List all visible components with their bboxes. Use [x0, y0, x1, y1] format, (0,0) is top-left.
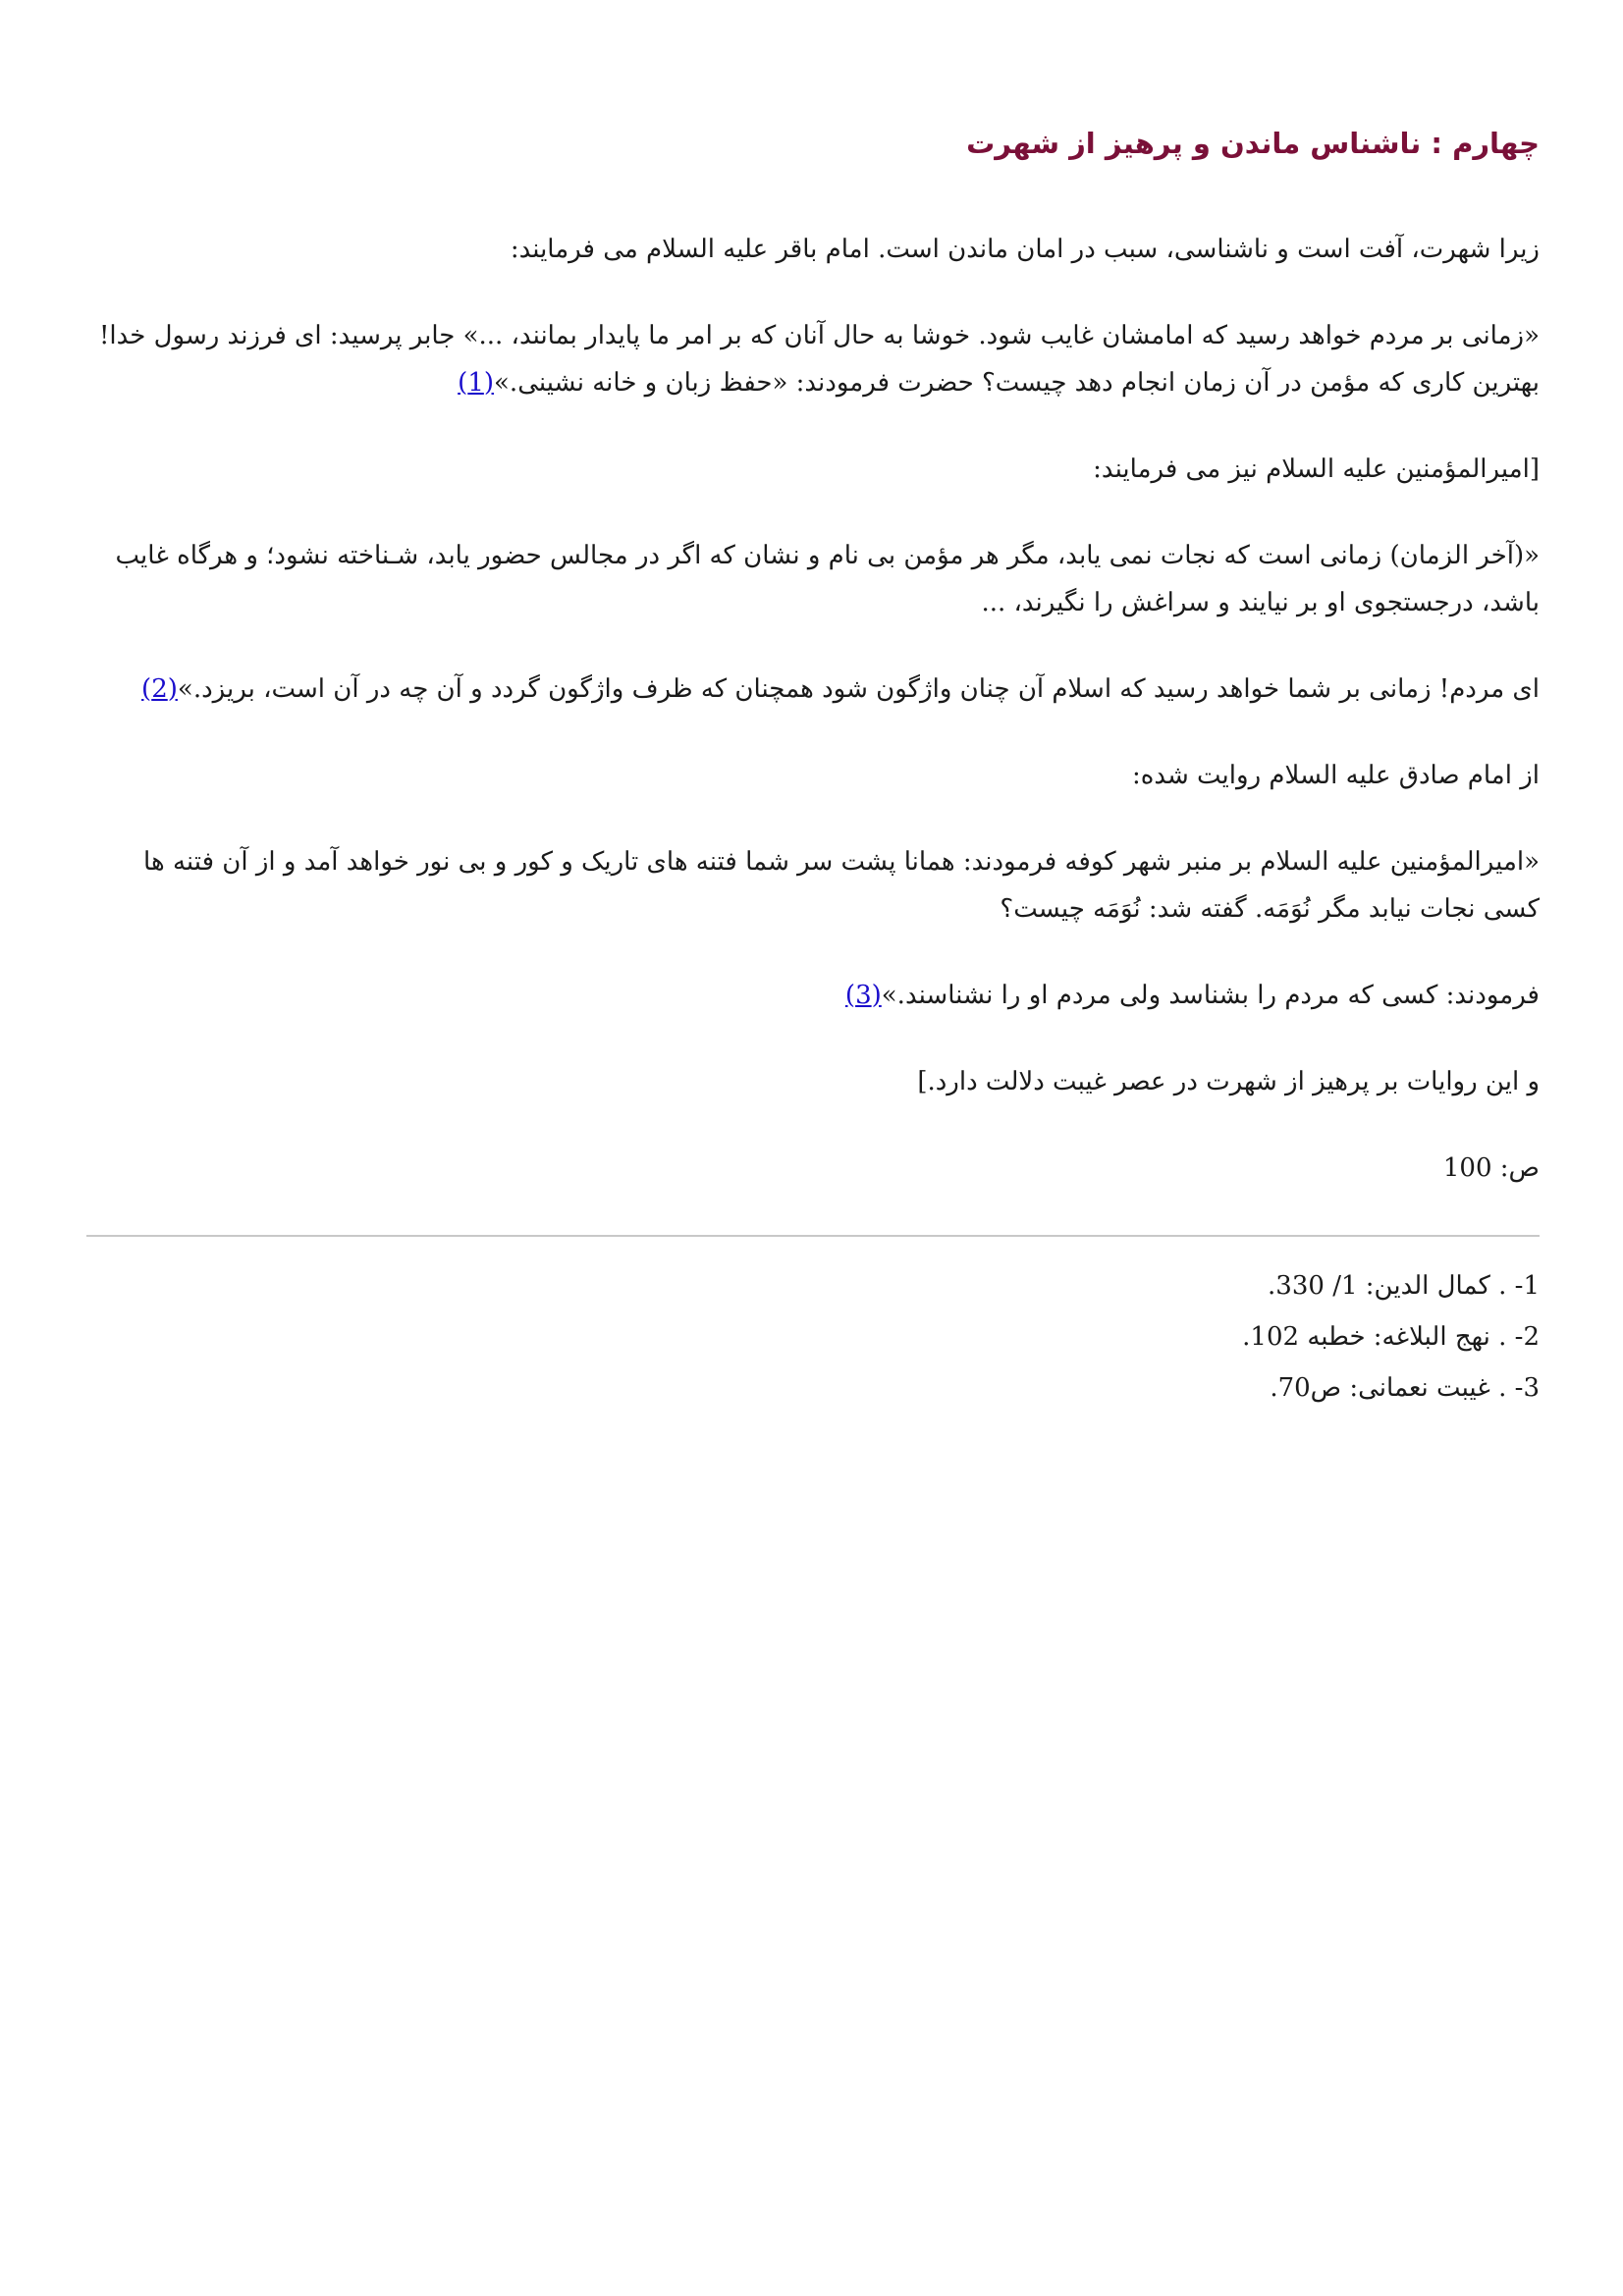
footnote-item	[86, 1362, 1540, 1414]
footnote-divider	[86, 1235, 1540, 1237]
paragraph-2-text: «زمانی بر مردم خواهد رسید که امامشان غایب شود. خوشا به حال آنان که بر امر ما پایدار بمانند، ...» جابر پرسید: ای فرزند رسول خدا! بهترین کاری که مؤمن در آن زمان انجام دهد چیست؟ حضرت فرمودند: «حفظ زبان و خانه نشینی.»	[98, 321, 1540, 398]
paragraph-7-text: «امیرالمؤمنین علیه السلام بر منبر شهر کوفه فرمودند: همانا پشت سر شما فتنه های تاریک و کور و بی نور خواهد آمد و از آن فتنه ها کسی نجات نیابد مگر نُوَمَه. گفته شد: نُوَمَه چیست؟	[143, 847, 1540, 924]
paragraph-5	[86, 666, 1540, 713]
paragraph-9	[86, 1058, 1540, 1105]
paragraph-1-text: زیرا شهرت، آفت است و ناشناسی، سبب در امان ماندن است. امام باقر علیه السلام می فرمایند:	[510, 235, 1540, 264]
paragraph-6-text: از امام صادق علیه السلام روایت شده:	[1131, 761, 1540, 790]
paragraph-4	[86, 532, 1540, 626]
footnote-text: . کمال الدین: 1/ 330.	[1268, 1271, 1507, 1301]
footnote-text: . نهج البلاغه: خطبه 102.	[1242, 1322, 1507, 1352]
document-page	[86, 116, 1540, 1414]
paragraph-2	[86, 312, 1540, 406]
paragraph-5-text: ای مردم! زمانی بر شما خواهد رسید که اسلام آن چنان واژگون شود همچنان که ظرف واژگون گردد و آن چه در آن است، بریزد.»	[177, 674, 1540, 704]
paragraph-1	[86, 226, 1540, 273]
footnote-item	[86, 1311, 1540, 1362]
footnote-number: 3-	[1514, 1373, 1540, 1403]
footnote-number: 1-	[1514, 1271, 1540, 1301]
paragraph-7	[86, 838, 1540, 933]
page-number: ص: 100	[1442, 1153, 1540, 1183]
section-heading: چهارم : ناشناس ماندن و پرهیز از شهرت	[966, 127, 1540, 160]
paragraph-8-text: فرمودند: کسی که مردم را بشناسد ولی مردم او را نشناسند.»	[881, 981, 1540, 1010]
paragraph-9-text: و این روایات بر پرهیز از شهرت در عصر غیبت دلالت دارد.]	[917, 1067, 1540, 1096]
paragraph-8	[86, 972, 1540, 1019]
paragraph-3	[86, 446, 1540, 493]
paragraph-3-text: [امیرالمؤمنین علیه السلام نیز می فرمایند:	[1093, 454, 1540, 484]
footnote-link-1[interactable]: (1)	[458, 368, 495, 398]
footnote-item	[86, 1260, 1540, 1311]
footnote-link-3[interactable]: (3)	[844, 981, 882, 1010]
footnote-text: . غیبت نعمانی: ص70.	[1270, 1373, 1507, 1403]
footnote-list	[86, 1260, 1540, 1414]
paragraph-4-text: «(آخر الزمان) زمانی است که نجات نمی یابد، مگر هر مؤمن بی نام و نشان که اگر در مجالس حضور یابد، شـناخته نشود؛ و هرگاه غایب باشد، درجستجوی او بر نیایند و سراغش را نگیرند، ...	[115, 541, 1540, 617]
footnote-number: 2-	[1514, 1322, 1540, 1352]
footnote-link-2[interactable]: (2)	[141, 674, 178, 704]
paragraph-6	[86, 752, 1540, 799]
